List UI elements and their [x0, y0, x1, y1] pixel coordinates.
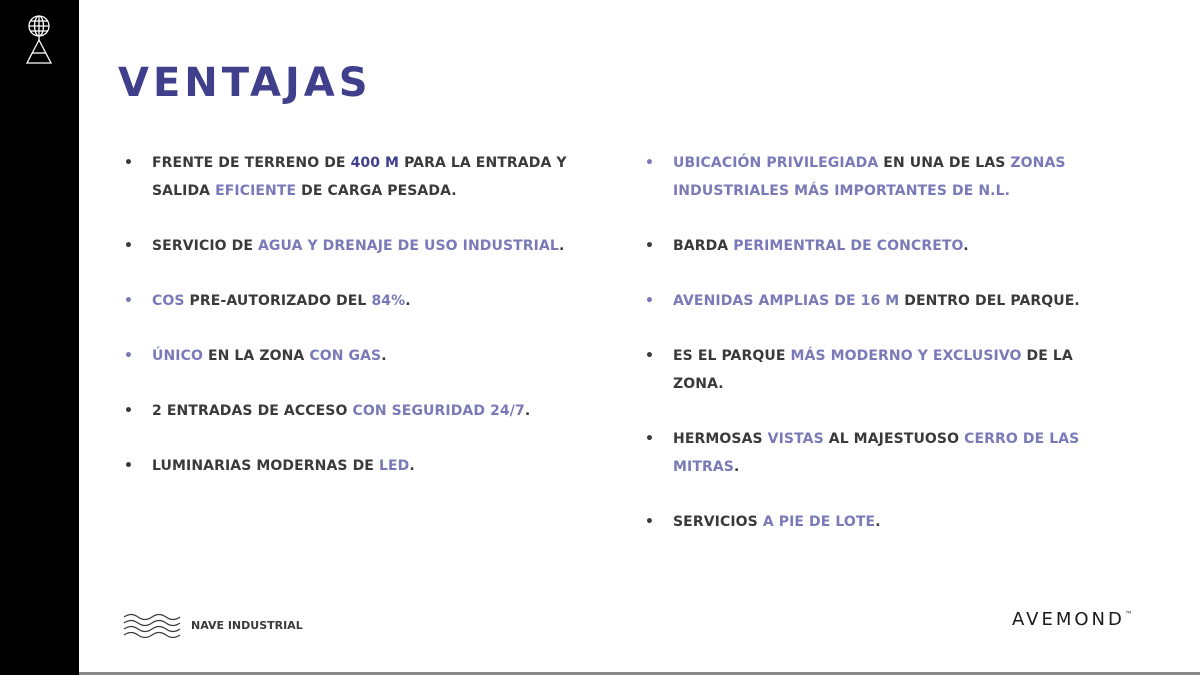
right-advantages-list: [643, 149, 1103, 563]
list-item-text: SERVICIO DE: [152, 238, 258, 254]
list-item-text: PARA LA ENTRADA Y SALIDA: [152, 155, 567, 199]
list-item-text: AL MAJESTUOSO: [823, 431, 965, 447]
sidebar: [0, 0, 79, 675]
list-item-text: ZONAS INDUSTRIALES MÁS IMPORTANTES DE N.L.: [673, 155, 1066, 199]
list-item-text: CERRO DE LAS MITRAS: [673, 431, 1080, 475]
list-item-text: ES EL PARQUE: [673, 348, 791, 364]
brand-name: AVEMOND: [1012, 609, 1125, 630]
list-item-text: 84%: [371, 293, 406, 309]
list-item-text: AGUA Y DRENAJE DE USO INDUSTRIAL: [258, 238, 559, 254]
list-item-text: .: [409, 458, 415, 474]
list-item: [643, 149, 1103, 205]
list-item-text: .: [558, 238, 565, 254]
list-item: [643, 232, 1103, 260]
list-item-text: HERMOSAS: [673, 431, 768, 447]
list-item-text: .: [963, 238, 969, 254]
list-item-text: CON GAS: [309, 348, 382, 364]
list-item-text: 400 M: [350, 155, 400, 171]
list-item-text: PERIMENTRAL DE CONCRETO: [733, 238, 964, 254]
list-item: [643, 342, 1103, 398]
list-item-text: AVENIDAS AMPLIAS DE 16 M: [673, 293, 900, 309]
list-item-text: A PIE DE LOTE: [762, 514, 876, 530]
list-item-text: .: [875, 514, 881, 530]
list-item-text: EN UNA DE LAS: [878, 155, 1011, 171]
list-item-text: ÚNICO: [152, 348, 203, 364]
list-item: [643, 508, 1103, 536]
list-item-text: SERVICIOS: [673, 514, 763, 530]
list-item-text: LED: [378, 458, 410, 474]
list-item: [122, 397, 592, 425]
list-item-text: CON SEGURIDAD 24/7: [352, 403, 525, 419]
list-item-text: DE LA ZONA.: [673, 348, 1073, 392]
list-item-text: COS: [152, 293, 185, 309]
footer-label: NAVE INDUSTRIAL: [191, 619, 303, 632]
list-item: [122, 287, 592, 315]
list-item-text: MÁS MODERNO Y EXCLUSIVO: [790, 348, 1022, 364]
list-item-text: DENTRO DEL PARQUE.: [899, 293, 1080, 309]
list-item-text: UBICACIÓN PRIVILEGIADA: [673, 155, 879, 171]
list-item-text: DE CARGA PESADA.: [296, 183, 457, 199]
list-item-text: LUMINARIAS MODERNAS DE: [152, 458, 379, 474]
list-item: [122, 452, 592, 480]
waves-icon: [123, 612, 183, 638]
list-item: [643, 425, 1103, 481]
list-item-text: VISTAS: [767, 431, 824, 447]
list-item-text: .: [405, 293, 411, 309]
list-item: [122, 149, 592, 205]
list-item-text: EN LA ZONA: [202, 348, 310, 364]
globe-tower-icon: [22, 14, 56, 66]
left-advantages-list: [122, 149, 592, 507]
list-item-text: FRENTE DE TERRENO DE: [152, 155, 351, 171]
list-item-text: EFICIENTE: [215, 183, 297, 199]
list-item: [122, 232, 592, 260]
list-item: [122, 342, 592, 370]
list-item-text: 2 ENTRADAS DE ACCESO: [152, 403, 353, 419]
brand-logo: [1012, 609, 1133, 630]
trademark-mark: ™: [1124, 610, 1133, 619]
list-item-text: .: [524, 403, 531, 419]
list-item-text: .: [381, 348, 387, 364]
list-item-text: BARDA: [673, 238, 734, 254]
list-item: [643, 287, 1103, 315]
page-title: VENTAJAS: [118, 60, 372, 106]
list-item-text: PRE-AUTORIZADO DEL: [184, 293, 372, 309]
list-item-text: .: [734, 459, 740, 475]
